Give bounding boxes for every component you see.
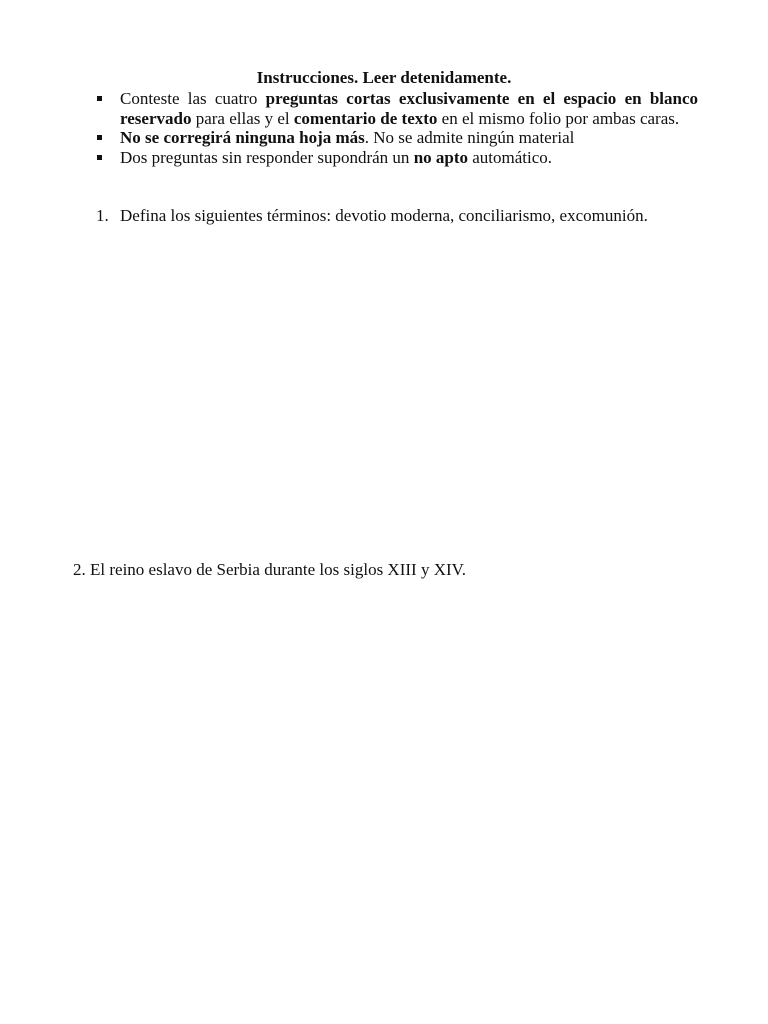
square-bullet-icon xyxy=(97,96,102,101)
instruction-text: Conteste las cuatro xyxy=(120,89,266,108)
question-text: El reino eslavo de Serbia durante los siglos XIII y XIV. xyxy=(90,560,466,579)
instruction-item xyxy=(96,128,698,148)
instruction-text-bold: comentario de texto xyxy=(293,108,438,128)
instruction-text-bold: preguntas cortas exclusivamente en el espacio en blanco reservado xyxy=(120,89,698,128)
question-number: 1. xyxy=(96,206,109,225)
instruction-text: para ellas y el xyxy=(191,108,294,128)
page-title: Instrucciones. Leer detenidamente. xyxy=(256,68,512,87)
question-2 xyxy=(73,560,713,580)
question-text: Defina los siguientes términos: devotio moderna, conciliarismo, excomunión. xyxy=(120,206,648,225)
instruction-text: . No se admite ningún material xyxy=(364,128,575,147)
instruction-text-bold: No se corregirá ninguna hoja más xyxy=(120,128,365,147)
instruction-text: en el mismo folio por ambas caras. xyxy=(437,108,680,128)
square-bullet-icon xyxy=(97,135,102,140)
instructions-list xyxy=(96,89,698,167)
question-number: 2. xyxy=(73,560,86,579)
question-1 xyxy=(96,206,716,226)
square-bullet-icon xyxy=(97,155,102,160)
instruction-item xyxy=(96,148,698,168)
instruction-item xyxy=(96,89,698,128)
instruction-text-bold: no apto xyxy=(413,147,469,167)
instruction-text: Dos preguntas sin responder supondrán un xyxy=(120,147,414,167)
instruction-text: automático. xyxy=(468,147,553,167)
